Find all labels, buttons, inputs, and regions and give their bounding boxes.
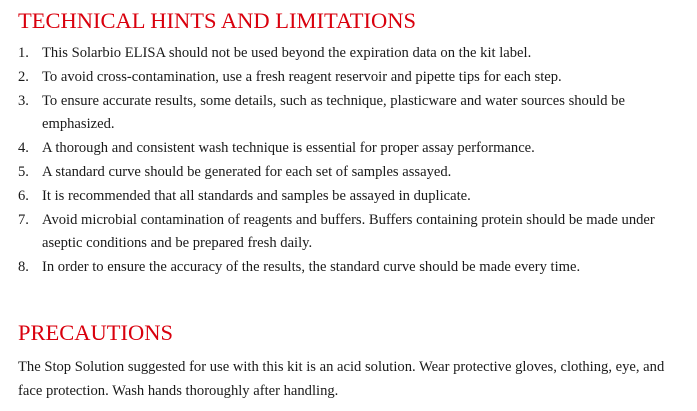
technical-hints-list: [18, 42, 690, 280]
list-item-text: To avoid cross-contamination, use a fresh reagent reservoir and pipette tips for each step.: [42, 68, 562, 85]
list-item-text: In order to ensure the accuracy of the results, the standard curve should be made every time.: [42, 259, 581, 276]
list-item-number: 6.: [18, 187, 29, 204]
list-item-text: This Solarbio ELISA should not be used beyond the expiration data on the kit label.: [42, 45, 532, 61]
list-item: [18, 161, 690, 185]
list-item-number: 1.: [18, 45, 29, 61]
precautions-paragraph: The Stop Solution suggested for use with this kit is an acid solution. Wear protective gloves, clothing, eye, and face protection. Wash hands thoroughly after handling.: [18, 359, 665, 399]
list-item: [18, 256, 690, 280]
precautions-heading: PRECAUTIONS: [18, 320, 174, 345]
list-item-text: A standard curve should be generated for each set of samples assayed.: [42, 163, 452, 180]
list-item-text: A thorough and consistent wash technique is essential for proper assay performance.: [42, 140, 535, 157]
list-item: [18, 66, 690, 90]
list-item-number: 4.: [18, 140, 29, 157]
list-item: [18, 209, 690, 257]
list-item: [18, 42, 690, 66]
list-item: [18, 90, 690, 138]
list-item-text: It is recommended that all standards and samples be assayed in duplicate.: [42, 187, 471, 204]
list-item-number: 8.: [18, 259, 29, 276]
list-item-number: 5.: [18, 163, 29, 180]
list-item-text: Avoid microbial contamination of reagents and buffers. Buffers containing protein should be made under aseptic conditions and be prepared fresh daily.: [42, 211, 655, 252]
list-item-number: 3.: [18, 92, 29, 109]
list-item-text: To ensure accurate results, some details, such as technique, plasticware and water sources should be emphasized.: [42, 92, 625, 133]
list-item: [18, 185, 690, 209]
list-item-number: 2.: [18, 68, 29, 85]
list-item: [18, 137, 690, 161]
list-item-number: 7.: [18, 211, 29, 228]
technical-hints-heading: TECHNICAL HINTS AND LIMITATIONS: [18, 8, 416, 33]
